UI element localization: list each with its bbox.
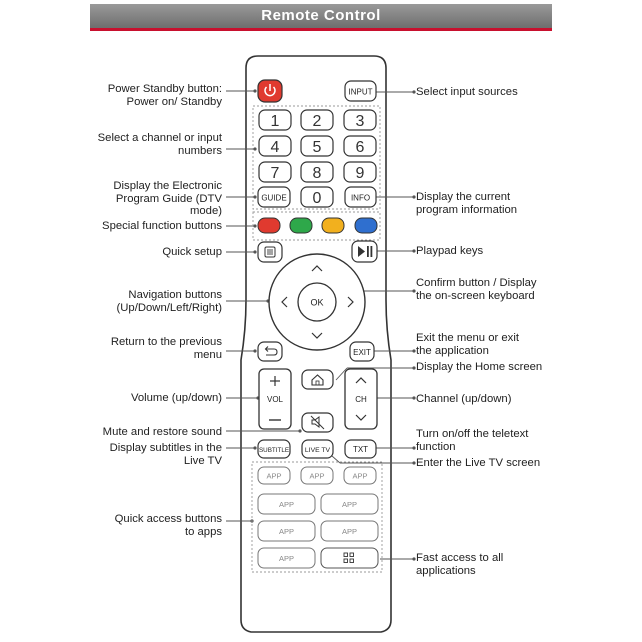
app-button-2[interactable] — [301, 467, 333, 484]
app-button-8[interactable] — [258, 548, 315, 568]
quick-setup-button[interactable] — [258, 242, 282, 262]
digit-label: 4 — [270, 139, 280, 156]
app-label: APP — [352, 471, 368, 481]
label-input: Select input sources — [416, 86, 518, 98]
ok-button[interactable] — [298, 283, 336, 321]
back-button[interactable] — [258, 342, 282, 361]
digit-label: 9 — [355, 165, 365, 182]
app-button-6[interactable] — [258, 521, 315, 541]
label-all-apps: Fast access to all applications — [416, 552, 504, 577]
svg-text:CH: CH — [355, 395, 367, 404]
guide-button[interactable] — [258, 187, 290, 207]
label-play: Playpad keys — [416, 245, 484, 257]
live-tv-button[interactable] — [302, 440, 333, 458]
app-button-3[interactable] — [344, 467, 376, 484]
svg-text:LIVE TV: LIVE TV — [304, 447, 331, 454]
digit-button-1[interactable] — [259, 110, 291, 130]
label-subtitle: Display subtitles in the Live TV — [109, 442, 222, 467]
yellow-button[interactable] — [322, 218, 344, 233]
app-button-4[interactable] — [258, 494, 315, 514]
svg-text:GUIDE: GUIDE — [261, 193, 287, 203]
page-title: Remote Control — [261, 7, 381, 24]
app-label: APP — [341, 499, 358, 509]
digit-button-3[interactable] — [344, 110, 376, 130]
label-ok: Confirm button / Display the on-screen keyboard — [416, 277, 537, 302]
power-button[interactable] — [258, 80, 282, 102]
input-button[interactable] — [345, 81, 376, 101]
subtitle-button[interactable] — [258, 440, 290, 458]
digit-button-2[interactable] — [301, 110, 333, 130]
label-return: Return to the previous menu — [110, 336, 222, 361]
digit-label: 3 — [355, 113, 365, 130]
svg-text:OK: OK — [310, 297, 324, 308]
app-label: APP — [266, 471, 282, 481]
green-button[interactable] — [290, 218, 312, 233]
label-numbers: Select a channel or input numbers — [97, 132, 222, 157]
label-exit: Exit the menu or exit the application — [416, 332, 519, 357]
svg-text:EXIT: EXIT — [353, 348, 371, 357]
digit-button-6[interactable] — [344, 136, 376, 156]
svg-text:INPUT: INPUT — [348, 87, 373, 97]
digit-button-9[interactable] — [344, 162, 376, 182]
app-label: APP — [278, 553, 295, 563]
digit-label: 5 — [312, 139, 322, 156]
label-channel: Channel (up/down) — [416, 393, 512, 405]
digit-button-4[interactable] — [259, 136, 291, 156]
label-livetv: Enter the Live TV screen — [416, 457, 541, 469]
home-button[interactable] — [302, 370, 333, 389]
mute-button[interactable] — [302, 413, 333, 432]
label-home: Display the Home screen — [416, 361, 543, 373]
digit-button-5[interactable] — [301, 136, 333, 156]
label-mute: Mute and restore sound — [102, 426, 222, 438]
exit-button[interactable] — [350, 342, 374, 361]
label-txt: Turn on/off the teletext function — [416, 428, 529, 453]
app-button-5[interactable] — [321, 494, 378, 514]
digit-label: 8 — [312, 165, 322, 182]
app-button-1[interactable] — [258, 467, 290, 484]
volume-rocker[interactable] — [259, 369, 291, 429]
digit-button-0[interactable] — [301, 187, 333, 207]
channel-rocker[interactable] — [345, 369, 377, 429]
app-label: APP — [341, 526, 358, 536]
info-button[interactable] — [345, 187, 376, 207]
digit-label: 1 — [270, 113, 280, 130]
digit-label: 0 — [312, 190, 322, 207]
label-volume: Volume (up/down) — [130, 392, 222, 404]
label-info: Display the current program information — [416, 191, 518, 216]
digit-label: 7 — [270, 165, 280, 182]
svg-text:TXT: TXT — [352, 445, 369, 454]
blue-button[interactable] — [355, 218, 377, 233]
txt-button[interactable] — [345, 440, 376, 458]
digit-label: 2 — [312, 113, 322, 130]
digit-button-7[interactable] — [259, 162, 291, 182]
svg-text:VOL: VOL — [266, 395, 284, 404]
label-special: Special function buttons — [102, 220, 222, 232]
digit-button-8[interactable] — [301, 162, 333, 182]
app-label: APP — [278, 526, 295, 536]
label-quick: Quick setup — [162, 246, 222, 258]
red-button[interactable] — [258, 218, 280, 233]
play-pause-button[interactable] — [352, 241, 377, 262]
svg-text:SUBTITLE: SUBTITLE — [258, 447, 290, 454]
app-label: APP — [278, 499, 295, 509]
digit-label: 6 — [355, 139, 365, 156]
app-button-7[interactable] — [321, 521, 378, 541]
label-power: Power Standby button: Power on/ Standby — [107, 83, 222, 108]
label-apps: Quick access buttons to apps — [114, 513, 222, 538]
label-nav: Navigation buttons (Up/Down/Left/Right) — [116, 289, 222, 314]
label-guide: Display the Electronic Program Guide (DTV mode) — [113, 180, 222, 217]
all-apps-button[interactable] — [321, 548, 378, 568]
svg-text:INFO: INFO — [350, 193, 371, 203]
app-label: APP — [309, 471, 325, 481]
